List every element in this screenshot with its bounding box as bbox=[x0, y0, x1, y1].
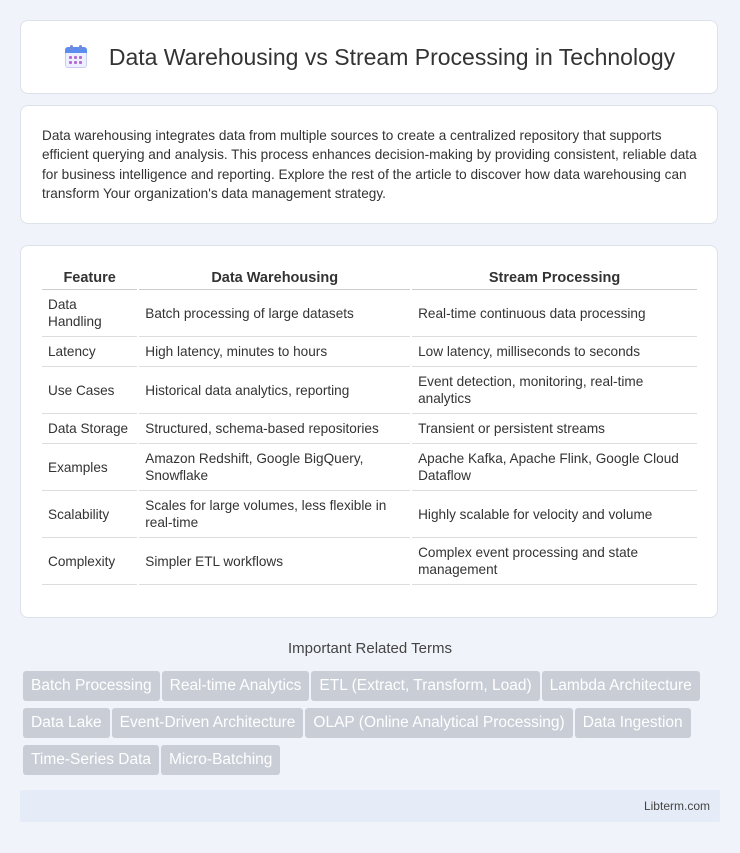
intro-card bbox=[20, 105, 718, 224]
related-term-tag[interactable]: Data Ingestion bbox=[575, 708, 691, 738]
related-terms-tags bbox=[23, 671, 723, 782]
table-row bbox=[42, 290, 697, 337]
calendar-icon bbox=[63, 44, 89, 70]
header-feature: Feature bbox=[42, 264, 137, 290]
cell-feature: Examples bbox=[42, 444, 137, 491]
cell-data-warehousing: Structured, schema-based repositories bbox=[139, 414, 410, 444]
table-row bbox=[42, 491, 697, 538]
cell-feature: Latency bbox=[42, 337, 137, 367]
table-row bbox=[42, 367, 697, 414]
table-row bbox=[42, 337, 697, 367]
cell-stream-processing: Apache Kafka, Apache Flink, Google Cloud Dataflow bbox=[412, 444, 697, 491]
related-term-tag[interactable]: Lambda Architecture bbox=[542, 671, 700, 701]
related-term-tag[interactable]: Event-Driven Architecture bbox=[112, 708, 304, 738]
cell-stream-processing: Complex event processing and state management bbox=[412, 538, 697, 585]
cell-data-warehousing: Amazon Redshift, Google BigQuery, Snowflake bbox=[139, 444, 410, 491]
title-card bbox=[20, 20, 718, 94]
cell-feature: Data Storage bbox=[42, 414, 137, 444]
related-terms-heading: Important Related Terms bbox=[288, 640, 452, 657]
page-title: Data Warehousing vs Stream Processing in Technology bbox=[108, 43, 676, 70]
cell-data-warehousing: Simpler ETL workflows bbox=[139, 538, 410, 585]
related-term-tag[interactable]: OLAP (Online Analytical Processing) bbox=[305, 708, 572, 738]
comparison-table bbox=[40, 264, 699, 585]
header-data-warehousing: Data Warehousing bbox=[139, 264, 410, 290]
intro-text: Data warehousing integrates data from multiple sources to create a centralized repository that supports efficient querying and analysis. This process enhances decision-making by providing consistent, reliable data for business intelligence and reporting. Explore the rest of the article to discover how data warehousing can transform Your organization's data management strategy. bbox=[42, 128, 697, 202]
cell-feature: Scalability bbox=[42, 491, 137, 538]
cell-stream-processing: Highly scalable for velocity and volume bbox=[412, 491, 697, 538]
table-row bbox=[42, 538, 697, 585]
cell-stream-processing: Transient or persistent streams bbox=[412, 414, 697, 444]
related-term-tag[interactable]: Micro-Batching bbox=[161, 745, 280, 775]
related-term-tag[interactable]: Time-Series Data bbox=[23, 745, 159, 775]
table-row bbox=[42, 444, 697, 491]
header-stream-processing: Stream Processing bbox=[412, 264, 697, 290]
related-term-tag[interactable]: Batch Processing bbox=[23, 671, 160, 701]
related-term-tag[interactable]: Real-time Analytics bbox=[162, 671, 310, 701]
cell-stream-processing: Low latency, milliseconds to seconds bbox=[412, 337, 697, 367]
cell-data-warehousing: Batch processing of large datasets bbox=[139, 290, 410, 337]
cell-data-warehousing: High latency, minutes to hours bbox=[139, 337, 410, 367]
comparison-table-card bbox=[20, 245, 718, 618]
cell-data-warehousing: Historical data analytics, reporting bbox=[139, 367, 410, 414]
cell-data-warehousing: Scales for large volumes, less flexible in real-time bbox=[139, 491, 410, 538]
related-term-tag[interactable]: ETL (Extract, Transform, Load) bbox=[311, 671, 539, 701]
cell-feature: Complexity bbox=[42, 538, 137, 585]
cell-feature: Use Cases bbox=[42, 367, 137, 414]
footer-site[interactable]: Libterm.com bbox=[643, 799, 710, 813]
cell-feature: Data Handling bbox=[42, 290, 137, 337]
table-row bbox=[42, 414, 697, 444]
footer bbox=[20, 790, 720, 822]
related-term-tag[interactable]: Data Lake bbox=[23, 708, 110, 738]
cell-stream-processing: Event detection, monitoring, real-time analytics bbox=[412, 367, 697, 414]
table-header-row bbox=[42, 264, 697, 290]
cell-stream-processing: Real-time continuous data processing bbox=[412, 290, 697, 337]
